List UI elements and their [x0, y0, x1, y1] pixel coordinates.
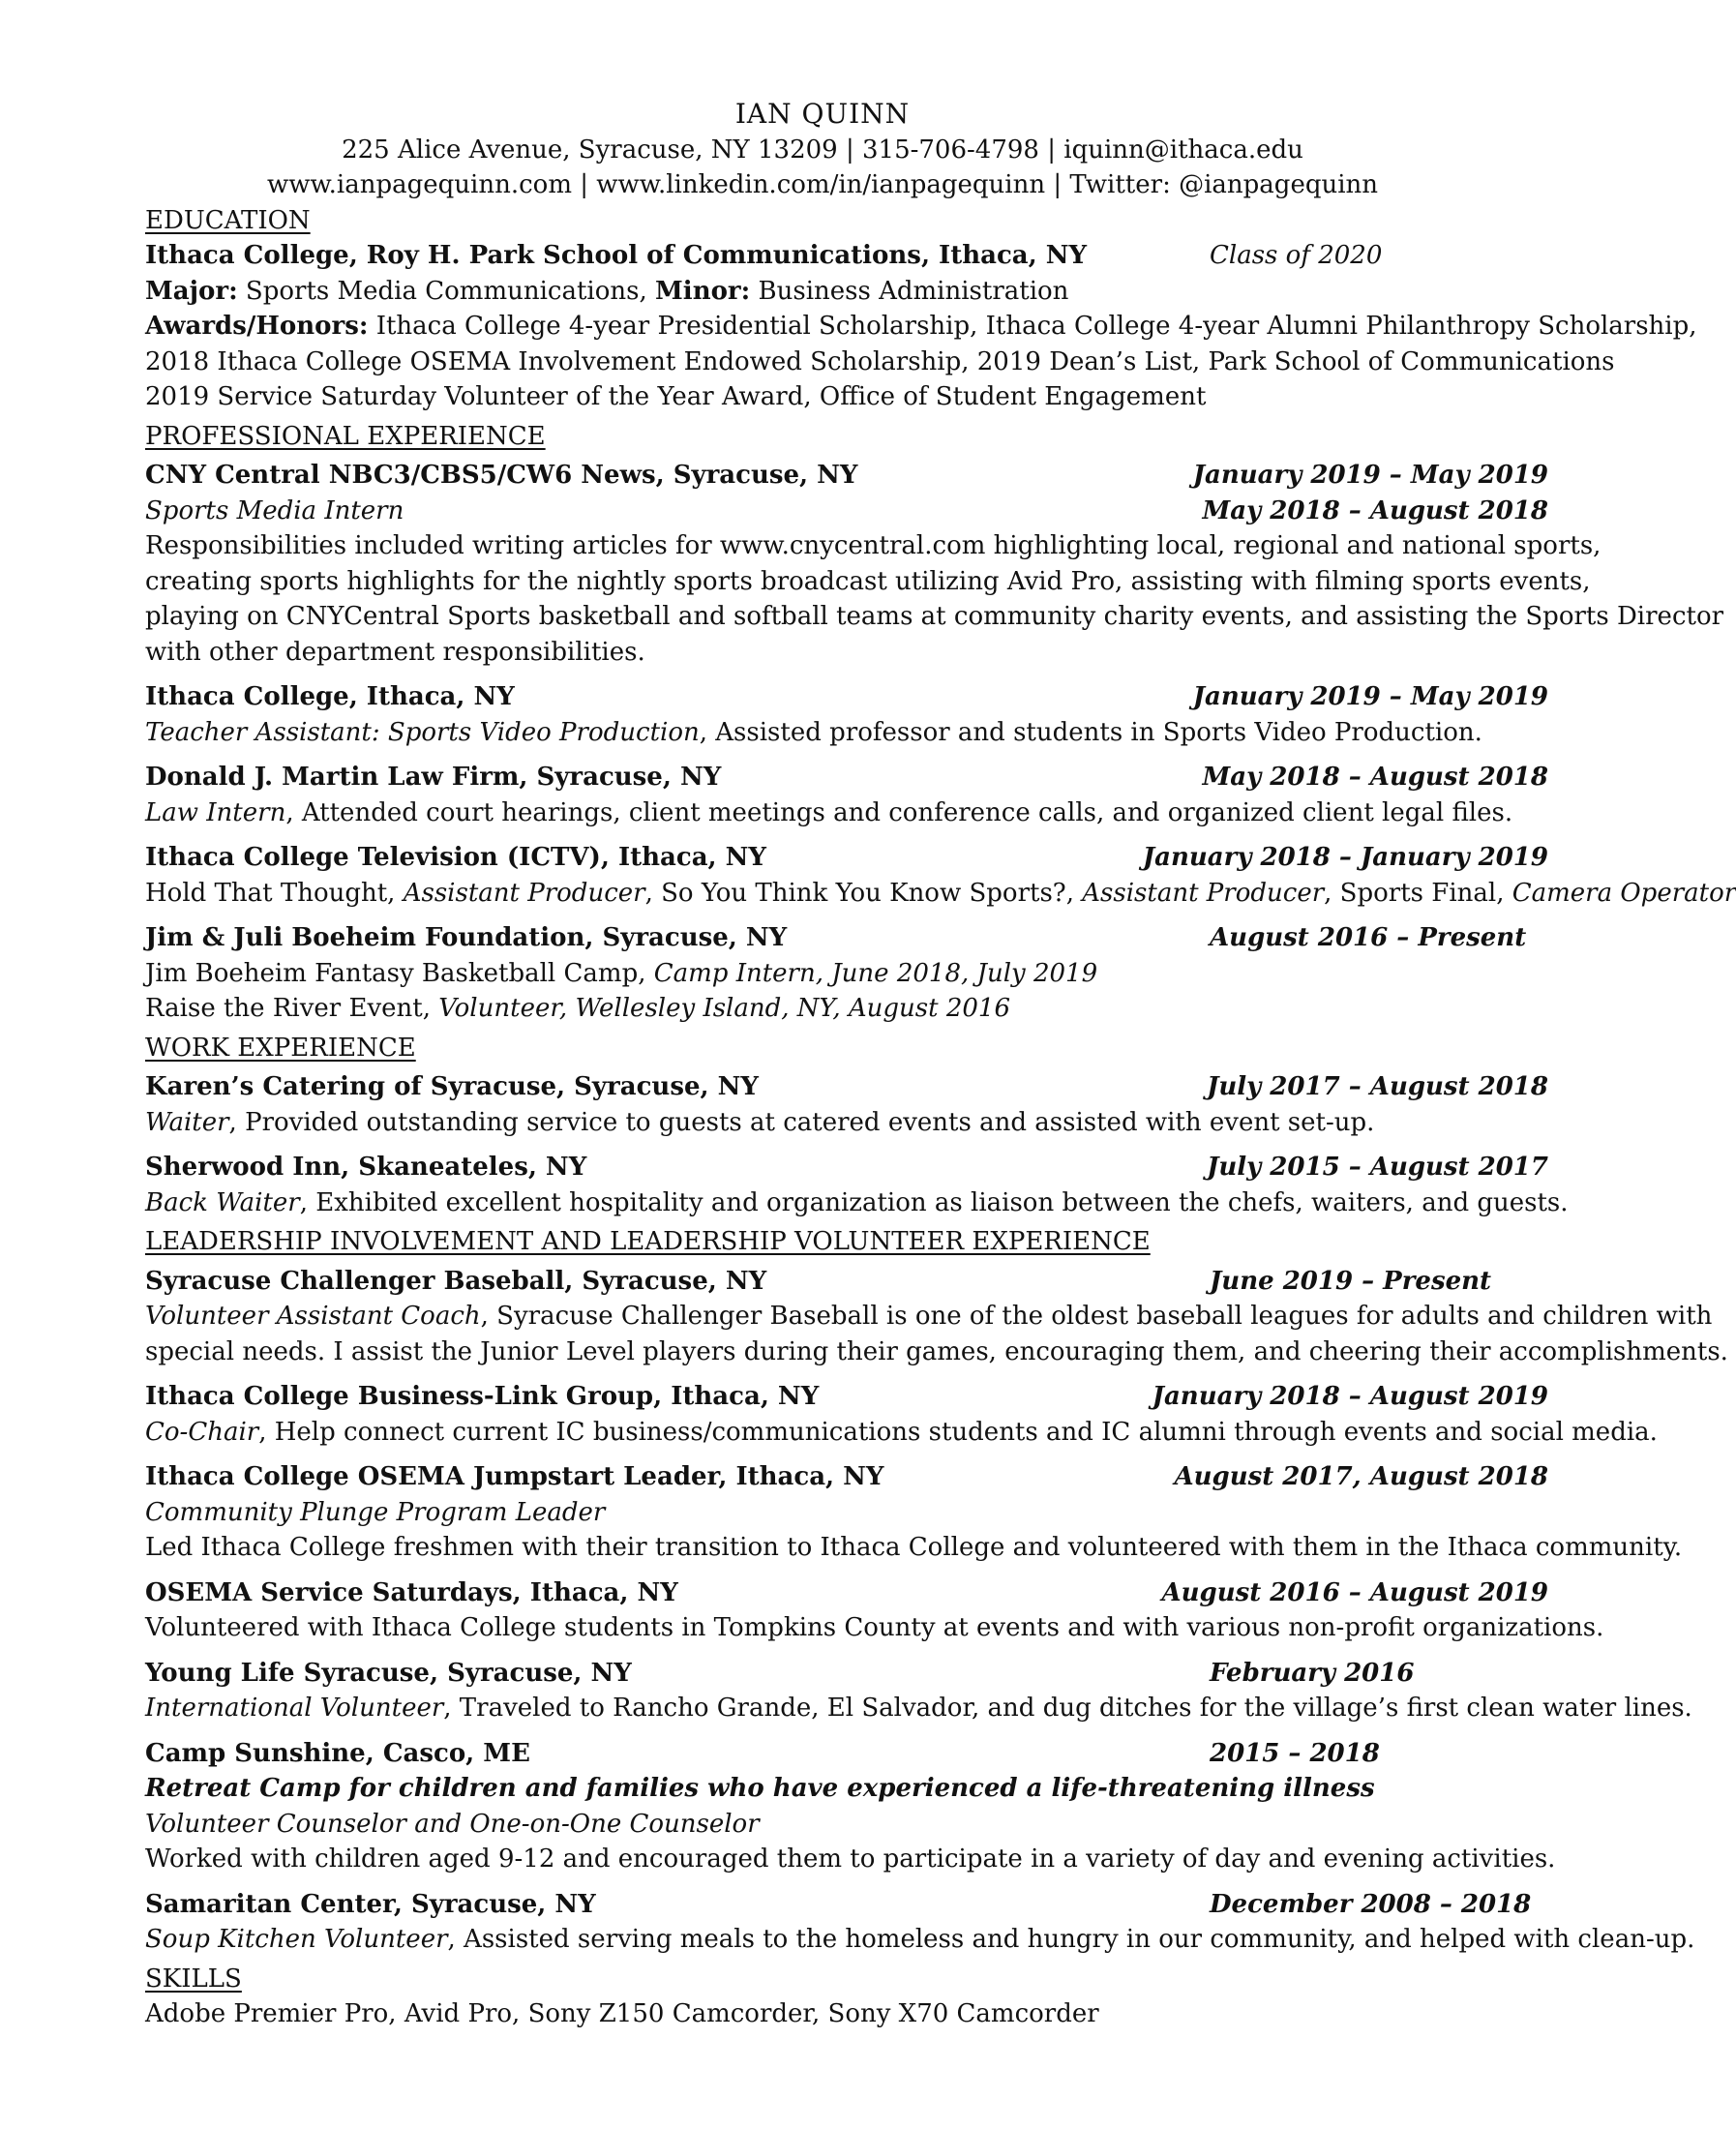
awards-line-3: 2019 Service Saturday Volunteer of the Year Award, Office of Student Engagement	[145, 382, 1207, 411]
org-name: Camp Sunshine, Casco, ME	[145, 1738, 530, 1768]
role-title: Law Intern	[145, 797, 286, 827]
entry-header	[145, 840, 1548, 876]
role-title: Volunteer Counselor and One-on-One Counselor	[145, 1809, 760, 1839]
entry-service-saturdays	[145, 1575, 1604, 1646]
entry-date: January 2018 – January 2019	[1142, 843, 1548, 872]
awards-line-2: 2018 Ithaca College OSEMA Involvement Endowed Scholarship, 2019 Dean’s List, Park School of Communications	[145, 346, 1615, 376]
role-title: Assistant Producer	[1082, 878, 1325, 908]
role-desc-line	[145, 876, 1736, 912]
org-name: Jim & Juli Boeheim Foundation, Syracuse, NY	[145, 923, 788, 952]
entry-header	[145, 760, 1548, 795]
entry-header	[145, 679, 1548, 715]
entry-header	[145, 1069, 1548, 1105]
role-title: Camera Operator	[1512, 878, 1736, 908]
role-desc-line	[145, 956, 1548, 992]
skills-section	[145, 1962, 1548, 2032]
org-name: Sherwood Inn, Skaneateles, NY	[145, 1153, 587, 1182]
leadership-section	[145, 1224, 1728, 1958]
section-title-professional: PROFESSIONAL EXPERIENCE	[145, 421, 546, 451]
role-title: Co-Chair	[145, 1417, 259, 1447]
role-desc-line	[145, 1922, 1695, 1958]
entry-date: August 2016 – Present	[1210, 923, 1527, 952]
entry-law-firm	[145, 760, 1548, 830]
org-name: Karen’s Catering of Syracuse, Syracuse, NY	[145, 1072, 759, 1101]
entry-date: August 2017, August 2018	[1174, 1462, 1548, 1491]
entry-header	[145, 1150, 1548, 1185]
entry-header	[145, 920, 1548, 956]
org-name: Young Life Syracuse, Syracuse, NY	[145, 1658, 632, 1688]
entry-header	[145, 1736, 1548, 1772]
org-name: Ithaca College Television (ICTV), Ithaca, NY	[145, 843, 766, 872]
entry-ictv	[145, 840, 1736, 911]
entry-header	[145, 1887, 1548, 1923]
entry-header	[145, 1264, 1548, 1300]
entry-date: 2015 – 2018	[1210, 1738, 1380, 1768]
role-line	[145, 1807, 1548, 1843]
contact-line-web: www.ianpagequinn.com | www.linkedin.com/in/ianpagequinn | Twitter: @ianpagequinn	[266, 170, 1379, 199]
entry-jumpstart	[145, 1459, 1683, 1566]
major-value: Sports Media Communications,	[237, 276, 656, 306]
entry-date: February 2016	[1210, 1658, 1415, 1688]
org-name: Ithaca College, Ithaca, NY	[145, 682, 515, 711]
entry-date: January 2018 – August 2019	[1152, 1382, 1548, 1411]
org-name: Donald J. Martin Law Firm, Syracuse, NY	[145, 763, 722, 792]
role-desc-line	[145, 795, 1548, 831]
role-line	[145, 1495, 1548, 1531]
entry-role-row	[145, 494, 1548, 529]
desc-line: Led Ithaca College freshmen with their transition to Ithaca College and volunteered with them in the Ithaca community.	[145, 1533, 1683, 1562]
graduation-date: Class of 2020	[1210, 241, 1383, 270]
desc-line: Volunteered with Ithaca College students in Tompkins County at events and with various non-profit organizations.	[145, 1613, 1604, 1642]
camp-tagline: Retreat Camp for children and families who have experienced a life-threatening illness	[145, 1774, 1375, 1803]
major-label: Major:	[145, 276, 238, 306]
role-desc-line	[145, 1691, 1692, 1726]
entry-challenger-baseball	[145, 1264, 1728, 1370]
role-desc: , Help connect current IC business/communications students and IC alumni through events and social media.	[258, 1417, 1658, 1447]
desc-line: with other department responsibilities.	[145, 637, 645, 667]
education-row	[145, 238, 1548, 274]
entry-date: December 2008 – 2018	[1210, 1889, 1532, 1919]
entry-camp-sunshine	[145, 1736, 1556, 1877]
role-desc: , Attended court hearings, client meetings and conference calls, and organized client legal files.	[285, 797, 1513, 827]
entry-boeheim-foundation	[145, 920, 1548, 1027]
role-title: Waiter	[145, 1107, 229, 1137]
entry-header	[145, 458, 1548, 494]
org-name: Ithaca College OSEMA Jumpstart Leader, Ithaca, NY	[145, 1462, 884, 1491]
candidate-name: IAN QUINN	[734, 98, 911, 130]
education-section	[145, 203, 1697, 415]
role-desc-line	[145, 715, 1548, 751]
work-section	[145, 1031, 1569, 1221]
role-desc: , Traveled to Rancho Grande, El Salvador, and dug ditches for the village’s first clean water lines.	[443, 1694, 1692, 1723]
show-name: Hold That Thought,	[145, 878, 404, 908]
entry-date: June 2019 – Present	[1210, 1266, 1492, 1296]
school-name: Ithaca College, Roy H. Park School of Communications, Ithaca, NY	[145, 241, 1088, 270]
entry-date: January 2019 – May 2019	[1192, 682, 1548, 711]
role-desc: , Syracuse Challenger Baseball is one of the oldest baseball leagues for adults and children with	[480, 1302, 1713, 1331]
entry-header	[145, 1575, 1548, 1611]
major-minor-line	[145, 274, 1548, 310]
contact-line-address: 225 Alice Avenue, Syracuse, NY 13209 | 315-706-4798 | iquinn@ithaca.edu	[342, 135, 1303, 165]
entry-date: May 2018 – August 2018	[1202, 763, 1548, 792]
desc-line: playing on CNYCentral Sports basketball and softball teams at community charity events, and assisting the Sports Director	[145, 602, 1724, 631]
entry-ithaca-college-ta	[145, 679, 1548, 750]
section-title-work: WORK EXPERIENCE	[145, 1033, 416, 1063]
desc-line: Responsibilities included writing articles for www.cnycentral.com highlighting local, regional and national sports,	[145, 531, 1601, 560]
role-desc-line	[145, 1105, 1548, 1141]
role-title: Sports Media Intern	[145, 495, 404, 525]
entry-header	[145, 1656, 1548, 1692]
awards-label: Awards/Honors:	[145, 312, 369, 341]
entry-cny-central	[145, 458, 1724, 670]
section-title-education: EDUCATION	[145, 205, 311, 235]
event-name: Jim Boeheim Fantasy Basketball Camp,	[145, 958, 654, 988]
org-name: Ithaca College Business-Link Group, Ithaca, NY	[145, 1382, 820, 1411]
desc-line: creating sports highlights for the nightly sports broadcast utilizing Avid Pro, assisting with filming sports events,	[145, 566, 1591, 596]
section-title-leadership: LEADERSHIP INVOLVEMENT AND LEADERSHIP VOLUNTEER EXPERIENCE	[145, 1227, 1151, 1256]
role-desc-line	[145, 1299, 1713, 1334]
show-name: , Sports Final,	[1324, 878, 1512, 908]
role-desc: , Exhibited excellent hospitality and organization as liaison between the chefs, waiters, and guests.	[299, 1187, 1569, 1217]
org-name: OSEMA Service Saturdays, Ithaca, NY	[145, 1577, 678, 1607]
entry-young-life	[145, 1656, 1692, 1726]
section-title-skills: SKILLS	[145, 1964, 242, 1994]
role-title: Back Waiter	[145, 1187, 300, 1217]
entry-karens-catering	[145, 1069, 1548, 1140]
entry-date: January 2019 – May 2019	[1192, 461, 1548, 490]
desc-line: Worked with children aged 9-12 and encouraged them to participate in a variety of day and evening activities.	[145, 1844, 1556, 1874]
entry-header	[145, 1459, 1548, 1495]
role-desc-line	[145, 1185, 1569, 1221]
entry-date: August 2016 – August 2019	[1161, 1577, 1548, 1607]
role-desc-line	[145, 1415, 1658, 1451]
role-title: Soup Kitchen Volunteer	[145, 1925, 448, 1954]
org-name: CNY Central NBC3/CBS5/CW6 News, Syracuse, NY	[145, 461, 858, 490]
event-name: Raise the River Event,	[145, 994, 439, 1023]
org-name: Samaritan Center, Syracuse, NY	[145, 1889, 596, 1919]
skills-list: Adobe Premier Pro, Avid Pro, Sony Z150 Camcorder, Sony X70 Camcorder	[145, 1999, 1099, 2028]
entry-date: July 2015 – August 2017	[1207, 1153, 1548, 1182]
role-title: International Volunteer	[145, 1694, 444, 1723]
role-title: Community Plunge Program Leader	[145, 1497, 606, 1527]
role-desc: , Provided outstanding service to guests at catered events and assisted with event set-up.	[228, 1107, 1375, 1137]
role-desc-line	[145, 991, 1548, 1027]
awards-text-1: Ithaca College 4-year Presidential Scholarship, Ithaca College 4-year Alumni Philanthropy Scholarship,	[368, 312, 1697, 341]
role-desc: , Assisted professor and students in Sports Video Production.	[699, 717, 1482, 747]
role-title: Camp Intern, June 2018, July 2019	[653, 958, 1098, 988]
role-title: Assistant Producer	[403, 878, 645, 908]
entry-samaritan-center	[145, 1887, 1695, 1958]
minor-value: Business Administration	[750, 276, 1069, 306]
desc-line: special needs. I assist the Junior Level players during their games, encouraging them, and cheering their accomplishments.	[145, 1336, 1728, 1366]
org-name: Syracuse Challenger Baseball, Syracuse, NY	[145, 1266, 767, 1296]
entry-header	[145, 1379, 1548, 1415]
role-title: Volunteer, Wellesley Island, NY, August 2016	[438, 994, 1011, 1023]
show-name: , So You Think You Know Sports?,	[644, 878, 1083, 908]
entry-sherwood-inn	[145, 1150, 1569, 1220]
entry-date-secondary: May 2018 – August 2018	[1202, 495, 1548, 525]
role-title: Teacher Assistant: Sports Video Production	[145, 717, 700, 747]
resume-header	[145, 97, 1500, 203]
professional-section	[145, 419, 1736, 1027]
minor-label: Minor:	[655, 276, 751, 306]
entry-date: July 2017 – August 2018	[1207, 1072, 1548, 1101]
role-desc: , Assisted serving meals to the homeless and hungry in our community, and helped with clean-up.	[447, 1925, 1695, 1954]
entry-business-link	[145, 1379, 1658, 1450]
role-title: Volunteer Assistant Coach	[145, 1302, 481, 1331]
awards-line-1	[145, 309, 1697, 345]
